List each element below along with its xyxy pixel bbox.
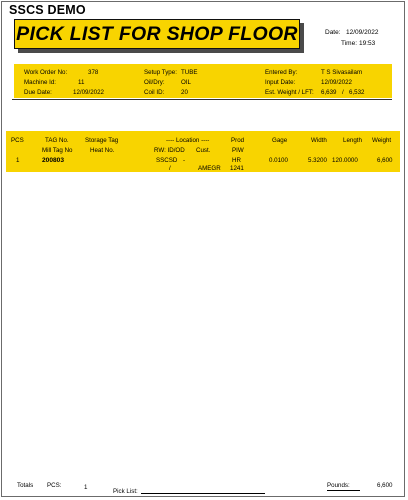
date-label: Date:	[325, 29, 341, 36]
col-tag-no: TAG No.	[45, 137, 69, 144]
col-gage: Gage	[272, 137, 288, 144]
date-value: 12/09/2022	[346, 29, 379, 36]
pounds-value: 6,600	[377, 482, 393, 489]
row-weight: 6,600	[377, 157, 393, 164]
work-order-label: Work Order No:	[24, 69, 68, 76]
totals-pcs-label: PCS:	[47, 482, 62, 489]
col-location: ---- Location ----	[166, 137, 210, 144]
company-name: SSCS DEMO	[9, 3, 86, 17]
row-rw-slash: /	[169, 165, 171, 172]
work-order-value: 378	[88, 69, 99, 76]
col-weight: Weight	[372, 137, 392, 144]
est-weight-label: Est. Weight / LFT:	[265, 89, 314, 96]
row-cust: AMEGR	[198, 165, 221, 172]
row-gage: 0.0100	[269, 157, 288, 164]
input-date-label: Input Date:	[265, 79, 296, 86]
oil-dry-value: OIL	[181, 79, 191, 86]
entered-by-label: Entered By:	[265, 69, 298, 76]
oil-dry-label: Oil/Dry:	[144, 79, 165, 86]
col-piw: PIW	[232, 147, 244, 154]
row-pcs: 1	[16, 157, 20, 164]
totals-label: Totals	[17, 482, 34, 489]
col-heat-no: Heat No.	[90, 147, 115, 154]
col-mill-tag: Mill Tag No	[42, 147, 73, 154]
col-pcs: PCS	[11, 137, 24, 144]
info-divider	[12, 99, 392, 100]
col-cust: Cust.	[196, 147, 211, 154]
entered-by-value: T S Sivasailam	[321, 69, 363, 76]
pick-list-signature-line	[141, 493, 265, 494]
time-label: Time:	[341, 40, 358, 47]
est-separator: /	[342, 89, 344, 96]
est-weight-value: 6,639	[321, 89, 337, 96]
due-date-value: 12/09/2022	[73, 89, 104, 96]
row-width: 5.3200	[308, 157, 327, 164]
report-title: PICK LIST FOR SHOP FLOOR	[16, 22, 298, 45]
due-date-label: Due Date:	[24, 89, 52, 96]
est-lft-value: 6,532	[349, 89, 365, 96]
time-value: 19:53	[359, 40, 376, 47]
row-prod: HR	[232, 157, 241, 164]
coil-id-label: Coil ID:	[144, 89, 165, 96]
setup-type-label: Setup Type:	[144, 69, 177, 76]
input-date-value: 12/09/2022	[321, 79, 352, 86]
row-tag-no: 200803	[42, 157, 65, 164]
machine-value: 11	[78, 79, 85, 86]
coil-id-value: 20	[181, 89, 188, 96]
col-storage-tag: Storage Tag	[85, 137, 119, 144]
row-piw: 1241	[230, 165, 244, 172]
setup-type-value: TUBE	[181, 69, 198, 76]
col-prod: Prod	[231, 137, 245, 144]
col-length: Length	[343, 137, 362, 144]
row-length: 120.0000	[332, 157, 358, 164]
title-banner	[14, 19, 300, 49]
pounds-underline	[327, 490, 360, 491]
col-width: Width	[311, 137, 327, 144]
pick-list-label: Pick List:	[113, 488, 138, 495]
row-location-dash: -	[183, 157, 186, 164]
pounds-label: Pounds:	[327, 482, 350, 489]
col-rw-id-od: RW: ID/OD	[154, 147, 185, 154]
totals-pcs-value: 1	[84, 484, 88, 491]
row-location: SSCSD	[156, 157, 178, 164]
machine-label: Machine Id:	[24, 79, 56, 86]
